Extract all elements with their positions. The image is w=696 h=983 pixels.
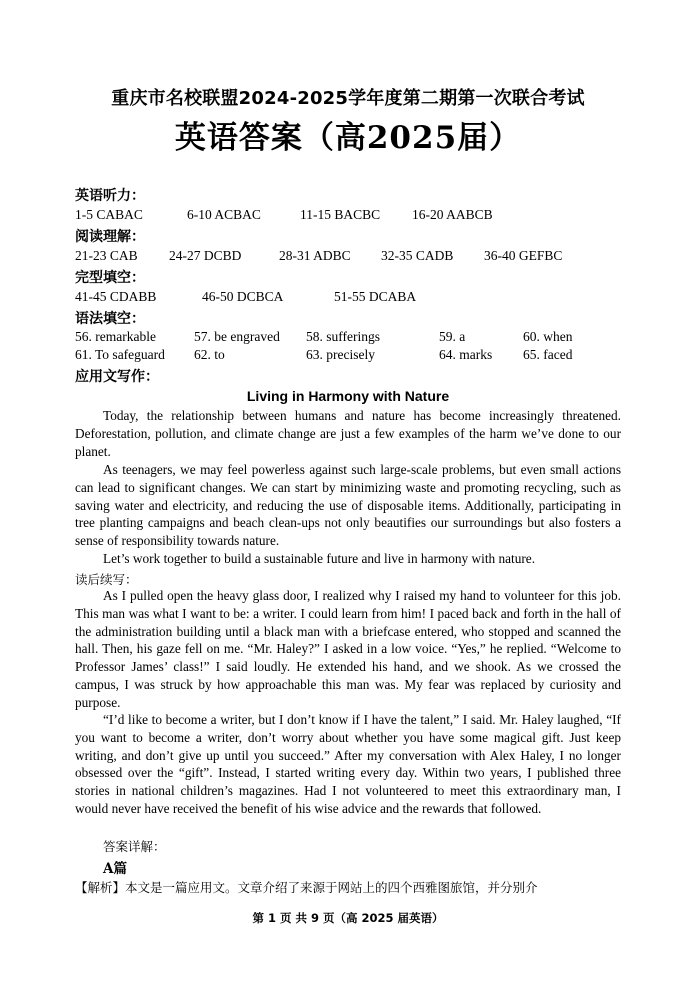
answer-group: 41-45 CDABB — [75, 289, 157, 304]
writing-heading: 应用文写作： — [75, 369, 159, 385]
essay-title: Living in Harmony with Nature — [246, 388, 450, 404]
answer-group: 1-5 CABAC — [75, 207, 143, 222]
explanation-heading: 答案详解： — [103, 839, 166, 854]
answer-group: 51-55 DCABA — [334, 289, 417, 304]
grammar-answer: 61. To safeguard — [75, 347, 165, 362]
grammar-answer: 59. a — [439, 329, 466, 344]
answer-group: 32-35 CADB — [381, 248, 454, 263]
grammar-answer: 62. to — [194, 347, 225, 362]
grammar-answer: 58. sufferings — [306, 329, 380, 344]
answer-key-title: 英语答案（高2025届） — [174, 120, 522, 156]
listening-heading: 英语听力： — [75, 188, 145, 204]
answer-group: 11-15 BACBC — [300, 207, 381, 222]
page-footer: 第 1 页 共 9 页（高 2025 届英语） — [252, 911, 444, 925]
answer-group: 6-10 ACBAC — [187, 207, 261, 222]
essay-paragraph: Let’s work together to build a sustainable future and live in harmony with nature. — [103, 551, 536, 566]
answer-group: 46-50 DCBCA — [202, 289, 284, 304]
analysis-text: 【解析】本文是一篇应用文。文章介绍了来源于网站上的四个西雅图旅馆，并分别介 — [75, 880, 538, 895]
answer-group: 21-23 CAB — [75, 248, 138, 263]
grammar-answer: 57. be engraved — [194, 329, 280, 344]
grammar-answer: 63. precisely — [306, 347, 375, 362]
answer-group: 36-40 GEFBC — [484, 248, 563, 263]
essay-paragraph: As teenagers, we may feel powerless against such large-scale problems, but even small actions can lead to significant changes. We can start by minimizing waste and promoting recycling, such as saving water and electricity, and reducing the use of disposable items. Additionally, participating in tree planting campaigns and beach clean-ups not only beautifies our surroundings but also fosters a sense of responsibility towards nature. — [75, 462, 621, 549]
answer-group: 16-20 AABCB — [412, 207, 493, 222]
continuation-heading: 读后续写： — [75, 572, 138, 587]
answer-group: 24-27 DCBD — [169, 248, 242, 263]
grammar-heading: 语法填空： — [75, 311, 145, 327]
answer-group: 28-31 ADBC — [279, 248, 351, 263]
grammar-answer: 65. faced — [523, 347, 573, 362]
reading-heading: 阅读理解： — [75, 229, 145, 245]
story-paragraph: As I pulled open the heavy glass door, I realized why I raised my hand to volunteer for this job. This man was what I want to be: a writer. I could learn from him! I paced back and forth in the hall of the administration building until a black man with a briefcase entered, who stopped and scanned the hall. Then, his gaze fell on me. “Mr. Haley?” I asked in a low voice. “Yes,” he replied. “Welcome to Professor James’ class!” I said loudly. He extended his hand, and we shook. As we crossed the campus, I was struck by how approachable this man was. My fear was replaced by curiosity and purpose. — [75, 588, 621, 710]
grammar-answer: 64. marks — [439, 347, 493, 362]
story-paragraph: “I’d like to become a writer, but I don’t know if I have the talent,” I said. Mr. Haley laughed, “If you want to become a writer, don’t worry about whether you have some magical gift. Just keep writing, and don’t give up until you succeed.” After my conversation with Alex Haley, I no longer obsessed over the “gift”. Instead, I started writing every day. Within two years, I published three stories in national children’s magazines. Had I not volunteered to meet this extraordinary man, I would never have received the benefit of his wise advice and the rewards that followed. — [75, 712, 621, 816]
essay-paragraph: Today, the relationship between humans and nature has become increasingly threatened. Deforestation, pollution, and climate change are just a few examples of the harm we’ve done to our planet. — [75, 408, 621, 459]
grammar-answer: 60. when — [523, 329, 573, 344]
cloze-heading: 完型填空： — [75, 270, 145, 286]
section-a-heading: A篇 — [103, 861, 127, 877]
grammar-answer: 56. remarkable — [75, 329, 156, 344]
exam-title: 重庆市名校联盟2024-2025学年度第二期第一次联合考试 — [111, 88, 585, 109]
